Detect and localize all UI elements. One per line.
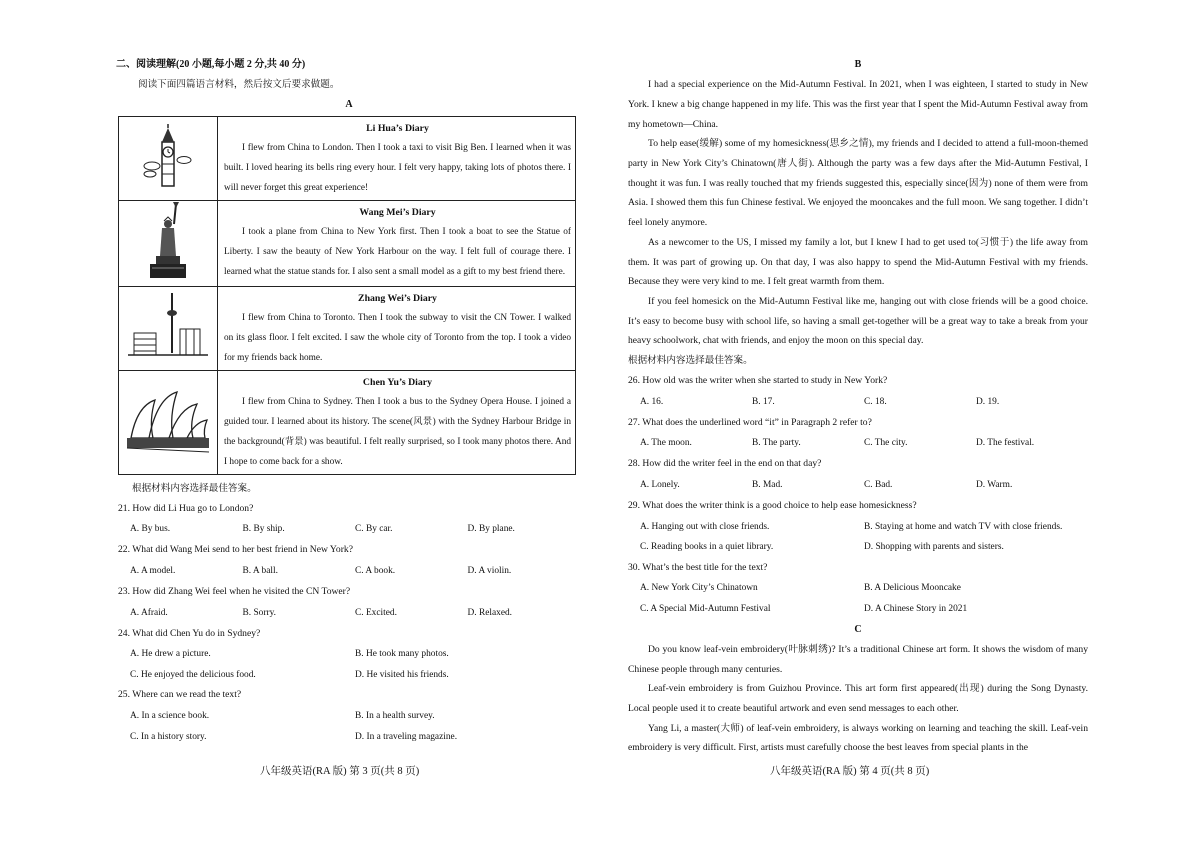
options-row	[118, 561, 580, 582]
option[interactable]: A. The moon.	[640, 438, 692, 449]
options-row	[628, 475, 1088, 496]
right-page	[628, 55, 1088, 758]
question-block	[118, 685, 580, 747]
diary-title: Li Hua’s Diary	[366, 122, 429, 134]
question-text: 29. What does the writer think is a good choice to help ease homesickness?	[628, 500, 917, 512]
options-row	[628, 517, 1088, 538]
option[interactable]: B. Sorry.	[242, 607, 277, 618]
options-row	[118, 706, 580, 727]
question-block	[118, 540, 580, 582]
diary-body: I flew from China to Toronto. Then I took the subway to visit the CN Tower. I walked on its glass floor. I felt excited. I saw the whole city of Toronto from the top. I took a video for my friends back home.	[224, 312, 571, 363]
question-block	[628, 413, 1088, 455]
page-footer-left: 八年级英语(RA 版) 第 3 页(共 8 页)	[260, 766, 420, 777]
option[interactable]: A. A model.	[130, 566, 176, 576]
diary-body: I flew from China to Sydney. Then I took a bus to the Sydney Opera House. I joined a guided tour. I learned about its history. The scene(风景) with the Sydney Harbour Bridge in the background(背景) was beautiful. I felt really surprised, so I took many photos there. And I hope to come back for a show.	[224, 396, 571, 467]
option[interactable]: A. By bus.	[130, 524, 171, 535]
option[interactable]: D. Warm.	[976, 480, 1013, 491]
option[interactable]: B. By ship.	[242, 524, 285, 535]
diary-picture-cell	[119, 116, 218, 200]
question-text: 21. How did Li Hua go to London?	[118, 502, 254, 514]
diary-title: Wang Mei’s Diary	[359, 206, 436, 218]
question-text: 27. What does the underlined word “it” in Paragraph 2 refer to?	[628, 416, 872, 428]
sydney-opera-house-icon	[125, 386, 211, 454]
statue-of-liberty-icon	[138, 202, 198, 280]
option[interactable]: C. Reading books in a quiet library.	[640, 542, 774, 553]
option[interactable]: C. A book.	[355, 566, 396, 576]
option[interactable]: A. Afraid.	[130, 607, 168, 618]
diary-text-cell	[218, 116, 576, 200]
section-title: 二、阅读理解(20 小题,每小题 2 分,共 40 分)	[116, 59, 306, 70]
option[interactable]: C. Bad.	[864, 480, 893, 491]
passage-b-paragraph: To help ease(缓解) some of my homesickness(思乡之情), my friends and I decided to attend a full-moon-themed party in New York City’s Chinatown(唐人街). Although the party was a few days after the Mid-Autumn Festival, I thought it was fun. I was really touched that my friends suggested this, especially since(因为) none of them were from Asia. I showed them this fun Chinese festival. We enjoyed the mooncakes and the full moon. We sang together. I didn’t feel lonely anymore.	[628, 138, 1088, 229]
option[interactable]: D. In a traveling magazine.	[355, 731, 458, 742]
diary-row	[119, 200, 576, 286]
reading-instruction: 阅读下面四篇语言材料，然后按文后要求做题。	[138, 79, 340, 91]
passage-c-paragraph: Leaf-vein embroidery is from Guizhou Province. This art form first appeared(出现) during the Song Dynasty. Local people used it to create beautiful artwork and even send messages to each other.	[628, 683, 1088, 714]
option[interactable]: D. He visited his friends.	[355, 669, 449, 680]
diary-picture-cell	[119, 370, 218, 474]
option[interactable]: B. The party.	[752, 438, 801, 449]
option[interactable]: B. A Delicious Mooncake	[864, 583, 961, 594]
passage-b-paragraph: As a newcomer to the US, I missed my family a lot, but I knew I had to get used to(习惯于) the life away from them. It was part of growing up. On that day, I was also happy to spend the Mid-Autumn Festival with my friends. Because they were very kind to me. I felt great warmth from them.	[628, 236, 1088, 288]
diary-row	[119, 370, 576, 474]
question-block	[118, 499, 580, 541]
question-block	[118, 624, 580, 686]
options-row	[118, 519, 580, 540]
passage-b-paragraph: I had a special experience on the Mid-Autumn Festival. In 2021, when I was eighteen, I started to study in New York. I knew a big change happened in my life. This was the first year that I spent the Mid-Autumn Festival away from my hometown—China.	[628, 79, 1088, 130]
diary-title: Zhang Wei’s Diary	[358, 292, 437, 304]
passage-a-label: A	[345, 99, 353, 111]
option[interactable]: C. A Special Mid-Autumn Festival	[640, 604, 771, 614]
option[interactable]: D. Shopping with parents and sisters.	[864, 542, 1004, 553]
option[interactable]: D. A Chinese Story in 2021	[864, 604, 968, 614]
option[interactable]: C. The city.	[864, 438, 908, 449]
option[interactable]: A. He drew a picture.	[130, 649, 211, 660]
question-text: 25. Where can we read the text?	[118, 689, 242, 701]
option[interactable]: C. He enjoyed the delicious food.	[130, 669, 256, 680]
diary-body: I flew from China to London. Then I took a taxi to visit Big Ben. I learned when it was built. I loved hearing its bells ring every hour. I felt very happy, taking lots of photos there. I will never forget this great experience!	[224, 142, 571, 193]
options-row	[118, 665, 580, 686]
diary-table	[118, 116, 576, 475]
option[interactable]: B. He took many photos.	[355, 649, 449, 660]
passage-b-label: B	[854, 59, 862, 70]
diary-row	[119, 116, 576, 200]
option[interactable]: B. In a health survey.	[355, 710, 435, 721]
options-row	[118, 603, 580, 624]
options-row	[118, 727, 580, 748]
passage-c-paragraph: Yang Li, a master(大师) of leaf-vein embroidery, is always working on learning and teaching the skill. Leaf-vein embroidery is very difficult. First, artists must carefully choose the best leaves from special plants in the	[628, 722, 1088, 754]
answer-instruction: 根据材料内容选择最佳答案。	[132, 482, 257, 494]
option[interactable]: B. A ball.	[242, 566, 278, 576]
option[interactable]: D. A violin.	[467, 566, 512, 576]
option[interactable]: B. Mad.	[752, 480, 783, 491]
question-text: 28. How did the writer feel in the end on that day?	[628, 458, 822, 470]
question-text: 24. What did Chen Yu do in Sydney?	[118, 627, 261, 639]
option[interactable]: B. Staying at home and watch TV with close friends.	[864, 521, 1063, 532]
diary-picture-cell	[119, 200, 218, 286]
options-row	[628, 433, 1088, 454]
option[interactable]: A. In a science book.	[130, 710, 210, 721]
option[interactable]: A. Lonely.	[640, 480, 680, 491]
question-text: 22. What did Wang Mei send to her best friend in New York?	[118, 544, 353, 556]
diary-text-cell	[218, 286, 576, 370]
diary-body: I took a plane from China to New York first. Then I took a boat to see the Statue of Liberty. I saw the beauty of New York Harbour on the way. I felt full of courage there. I learned what the statue stands for. I also sent a small model as a gift to my best friend there.	[224, 226, 571, 277]
question-text: 26. How old was the writer when she started to study in New York?	[628, 375, 888, 387]
options-row	[628, 537, 1088, 558]
passage-c-label: C	[854, 623, 862, 635]
diary-picture-cell	[119, 286, 218, 370]
question-text: 30. What’s the best title for the text?	[628, 561, 768, 573]
option[interactable]: A. Hanging out with close friends.	[640, 521, 770, 532]
question-block	[628, 371, 1088, 413]
question-text: 23. How did Zhang Wei feel when he visited the CN Tower?	[118, 586, 351, 597]
question-block	[628, 454, 1088, 496]
option[interactable]: A. 16.	[640, 396, 664, 407]
option[interactable]: C. In a history story.	[130, 731, 207, 742]
question-block	[628, 496, 1088, 558]
option[interactable]: C. By car.	[355, 524, 393, 535]
option[interactable]: C. Excited.	[355, 607, 397, 618]
option[interactable]: B. 17.	[752, 396, 775, 407]
option[interactable]: D. Relaxed.	[467, 607, 513, 618]
options-row	[628, 578, 1088, 599]
answer-instruction: 根据材料内容选择最佳答案。	[628, 355, 753, 367]
diary-title: Chen Yu’s Diary	[362, 376, 433, 388]
cn-tower-icon	[128, 293, 208, 359]
option[interactable]: C. 18.	[864, 396, 887, 407]
options-row	[628, 599, 1088, 620]
passage-c-paragraph: Do you know leaf-vein embroidery(叶脉刺绣)? It’s a traditional Chinese art form. It shows the wisdom of many Chinese people through many centuries.	[628, 643, 1088, 675]
diary-row	[119, 286, 576, 370]
question-block	[118, 582, 580, 624]
options-row	[118, 644, 580, 665]
option[interactable]: D. By plane.	[467, 524, 515, 535]
option[interactable]: A. New York City’s Chinatown	[640, 583, 758, 594]
left-page	[118, 55, 580, 747]
big-ben-icon	[138, 124, 198, 188]
option[interactable]: D. 19.	[976, 396, 1000, 407]
diary-text-cell	[218, 370, 576, 474]
option[interactable]: D. The festival.	[976, 438, 1035, 449]
options-row	[628, 392, 1088, 413]
passage-b-paragraph: If you feel homesick on the Mid-Autumn Festival like me, hanging out with close friends will be a good choice. It’s easy to become busy with school life, so having a small get-together will be a great way to take a break from your heavy schoolwork, chat with friends, and enjoy the moon on this special day.	[628, 295, 1088, 347]
diary-text-cell	[218, 200, 576, 286]
question-block	[628, 558, 1088, 620]
page-footer-right: 八年级英语(RA 版) 第 4 页(共 8 页)	[770, 766, 930, 777]
